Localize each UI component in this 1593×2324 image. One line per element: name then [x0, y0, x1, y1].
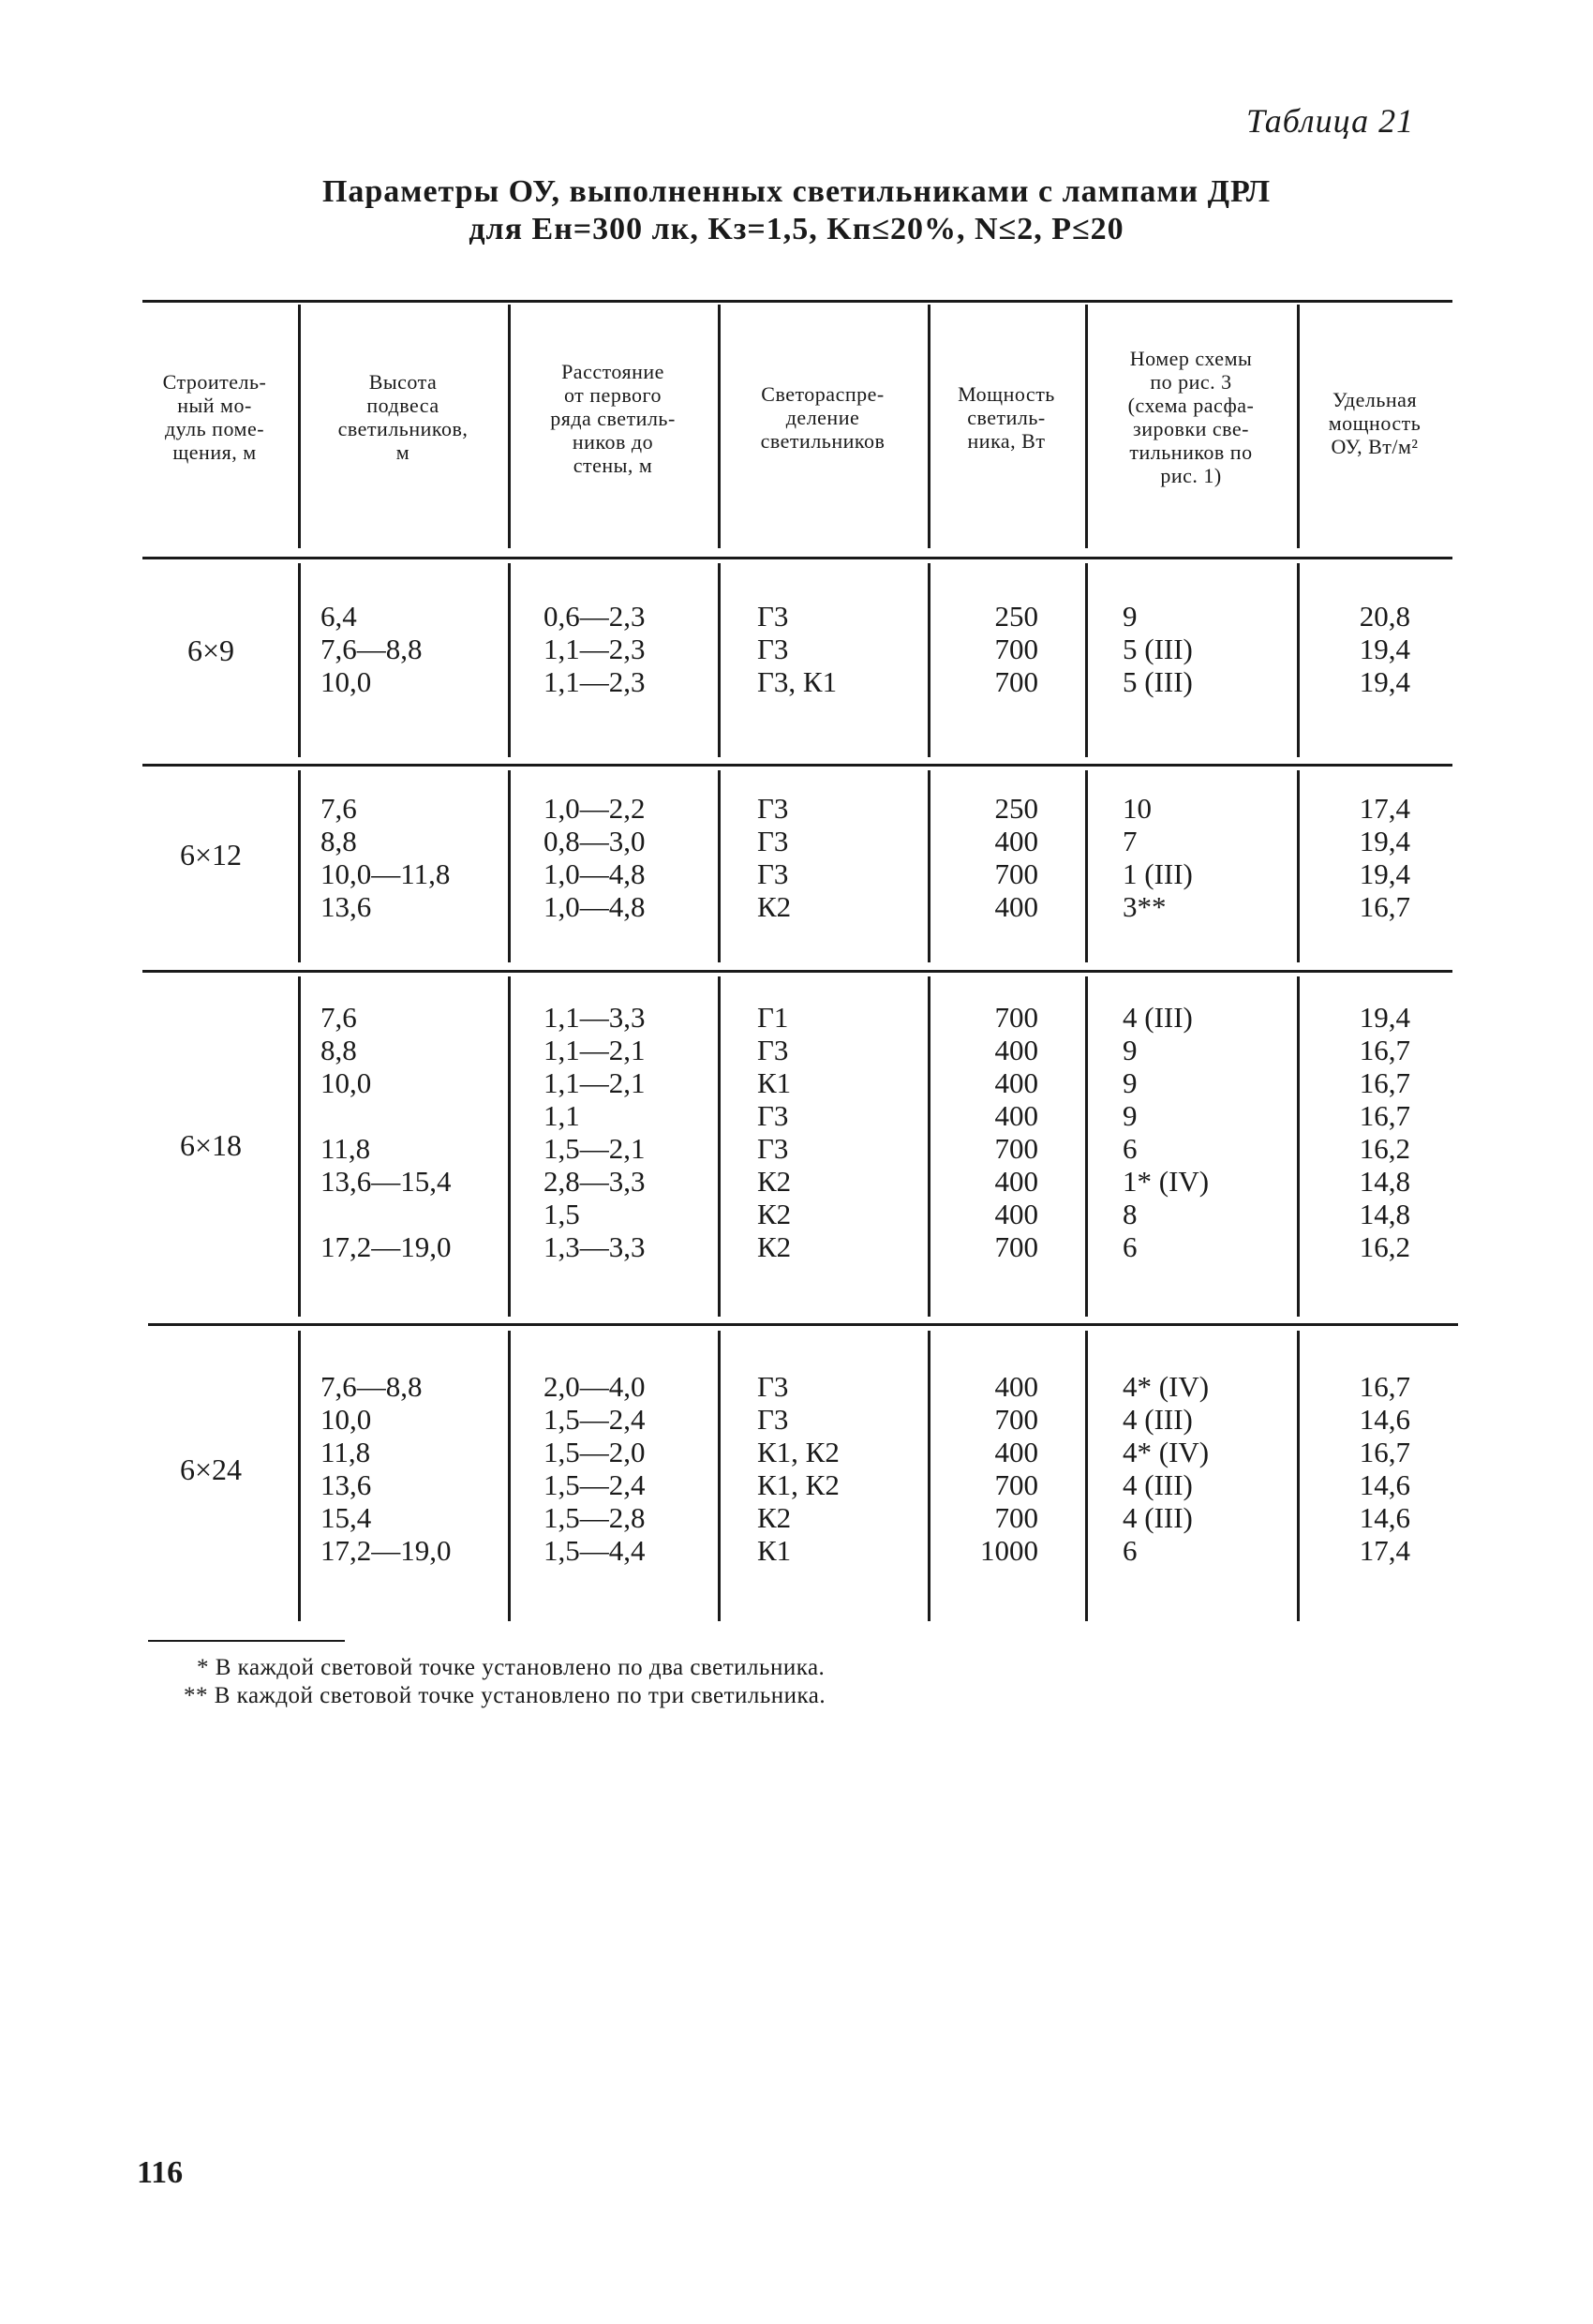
table-cell: [320, 1198, 499, 1230]
table-cell: 13,6: [320, 890, 372, 923]
table-row-rule: [148, 1323, 1458, 1326]
table-cell: 9: [1123, 1099, 1138, 1132]
table-cell: 9: [1123, 600, 1138, 633]
column-distribution: [757, 600, 916, 698]
column-scheme: [1123, 1370, 1291, 1567]
header-line: светиль-: [967, 406, 1046, 429]
table-cell: 400: [994, 1436, 1038, 1468]
table-column-rule: [508, 563, 511, 757]
table-column-rule: [1297, 1331, 1300, 1621]
table-cell: 700: [994, 1403, 1038, 1436]
table-cell: 1000: [980, 1534, 1038, 1567]
table-cell: 700: [994, 1468, 1038, 1501]
table-cell: Г1: [757, 1001, 789, 1034]
table-cell: 14,6: [1359, 1468, 1410, 1501]
table-cell: 7,6—8,8: [320, 633, 423, 665]
table-column-rule: [1297, 976, 1300, 1317]
table-column-rule: [718, 563, 721, 757]
header-height: [298, 370, 508, 464]
table-cell: К2: [757, 890, 792, 923]
header-line: Мощность: [958, 382, 1055, 406]
table-row-rule: [142, 970, 1452, 973]
column-power: [937, 600, 1038, 698]
column-power: [937, 1370, 1038, 1567]
table-column-rule: [298, 770, 301, 962]
table-cell: 7,6: [320, 1001, 357, 1034]
column-specific: [1321, 1001, 1410, 1263]
table-cell: 7: [1123, 825, 1138, 857]
table-cell: 10,0: [320, 1066, 372, 1099]
table-cell: 1* (IV): [1123, 1165, 1210, 1198]
table-cell: 1,1—3,3: [543, 1001, 646, 1034]
footnote-2: ** В каждой световой точке установлено по три светильника.: [184, 1683, 826, 1708]
table-cell: 400: [994, 1198, 1038, 1230]
table-column-rule: [1085, 976, 1088, 1317]
table-cell: 4 (III): [1123, 1468, 1193, 1501]
table-cell: 9: [1123, 1066, 1138, 1099]
table-column-rule: [928, 1331, 930, 1621]
table-cell: Г3: [757, 600, 789, 633]
table-column-rule: [718, 1331, 721, 1621]
header-line: стены, м: [573, 454, 653, 477]
table-cell: 1 (III): [1123, 857, 1193, 890]
table-cell: 17,2—19,0: [320, 1230, 452, 1263]
table-cell: 0,8—3,0: [543, 825, 646, 857]
table-cell: 400: [994, 1066, 1038, 1099]
table-cell: Г3: [757, 825, 789, 857]
header-line: (схема расфа-: [1127, 394, 1255, 417]
table-cell: К1: [757, 1066, 792, 1099]
table-cell: 8,8: [320, 1034, 357, 1066]
header-line: ника, Вт: [967, 429, 1046, 453]
table-cell: 1,1—2,3: [543, 665, 646, 698]
table-cell: Г3: [757, 857, 789, 890]
table-column-rule: [1085, 1331, 1088, 1621]
table-cell: 16,7: [1359, 1034, 1410, 1066]
table-cell: 1,5: [543, 1198, 580, 1230]
table-column-rule: [298, 976, 301, 1317]
column-distribution: [757, 1370, 916, 1567]
table-cell: 400: [994, 825, 1038, 857]
table-cell: 3**: [1123, 890, 1167, 923]
module-size: 6×9: [186, 633, 235, 667]
table-cell: 6: [1123, 1534, 1138, 1567]
table-cell: 250: [994, 792, 1038, 825]
table-cell: 400: [994, 1370, 1038, 1403]
table-cell: 400: [994, 1099, 1038, 1132]
table-cell: 14,6: [1359, 1501, 1410, 1534]
table-cell: 6: [1123, 1230, 1138, 1263]
table-cell: 1,1—2,1: [543, 1034, 646, 1066]
column-distance: [543, 792, 712, 923]
header-line: от первого: [563, 383, 663, 407]
header-power: [928, 382, 1085, 453]
header-line: Светораспре-: [761, 382, 885, 406]
header-line: ников до: [572, 430, 654, 454]
table-cell: 6,4: [320, 600, 357, 633]
footnote-1: * В каждой световой точке установлено по два светильника.: [197, 1655, 826, 1680]
column-specific: [1321, 600, 1410, 698]
module-size: 6×12: [179, 838, 243, 872]
header-line: Расстояние: [561, 360, 664, 383]
table-cell: Г3: [757, 792, 789, 825]
header-line: Высота: [368, 370, 438, 394]
header-line: мощность: [1328, 411, 1422, 435]
table-cell: 700: [994, 665, 1038, 698]
table-cell: К2: [757, 1501, 792, 1534]
table-title-line-1: Параметры ОУ, выполненных светильниками с лампами ДРЛ: [321, 174, 1272, 209]
table-cell: Г3: [757, 1099, 789, 1132]
table-cell: 14,6: [1359, 1403, 1410, 1436]
column-height: [320, 600, 499, 698]
table-title-line-2: для Eн=300 лк, Kз=1,5, Kп≤20%, N≤2, P≤20: [469, 212, 1124, 246]
column-distance: [543, 1001, 712, 1263]
table-cell: 700: [994, 633, 1038, 665]
table-column-rule: [718, 770, 721, 962]
table-cell: Г3: [757, 1034, 789, 1066]
table-cell: 14,8: [1359, 1198, 1410, 1230]
column-specific: [1321, 792, 1410, 923]
header-module: [131, 370, 298, 464]
table-cell: 19,4: [1359, 825, 1410, 857]
table-cell: 15,4: [320, 1501, 372, 1534]
header-line: светильников,: [337, 417, 469, 440]
table-cell: 13,6: [320, 1468, 372, 1501]
table-cell: 17,2—19,0: [320, 1534, 452, 1567]
table-cell: 6: [1123, 1132, 1138, 1165]
table-cell: 4 (III): [1123, 1501, 1193, 1534]
header-line: Удельная: [1332, 388, 1418, 411]
table-cell: 250: [994, 600, 1038, 633]
header-specific: [1297, 388, 1452, 458]
table-cell: 19,4: [1359, 633, 1410, 665]
header-line: ряда светиль-: [550, 407, 676, 430]
table-cell: 10,0: [320, 1403, 372, 1436]
table-row-rule: [142, 557, 1452, 559]
column-scheme: [1123, 792, 1291, 923]
header-line: деление: [785, 406, 860, 429]
table-cell: 400: [994, 890, 1038, 923]
column-power: [937, 792, 1038, 923]
table-cell: 16,2: [1359, 1132, 1410, 1165]
table-cell: 400: [994, 1034, 1038, 1066]
table-cell: 10: [1123, 792, 1152, 825]
column-scheme: [1123, 1001, 1291, 1263]
column-distance: [543, 600, 712, 698]
header-line: подвеса: [366, 394, 439, 417]
table-cell: 700: [994, 857, 1038, 890]
table-column-rule: [928, 976, 930, 1317]
table-column-rule: [508, 770, 511, 962]
table-row-rule: [142, 300, 1452, 303]
column-scheme: [1123, 600, 1291, 698]
table-column-rule: [718, 976, 721, 1317]
table-cell: 19,4: [1359, 857, 1410, 890]
table-column-rule: [298, 1331, 301, 1621]
table-cell: К1, К2: [757, 1436, 840, 1468]
table-cell: 1,5—2,4: [543, 1403, 646, 1436]
table-cell: 1,1—2,3: [543, 633, 646, 665]
table-cell: 16,7: [1359, 1066, 1410, 1099]
table-cell: 4 (III): [1123, 1403, 1193, 1436]
column-height: [320, 1001, 499, 1263]
table-cell: Г3: [757, 1370, 789, 1403]
column-height: [320, 792, 499, 923]
table-cell: 8,8: [320, 825, 357, 857]
table-column-rule: [1297, 563, 1300, 757]
table-cell: 10,0—11,8: [320, 857, 451, 890]
table-cell: 1,3—3,3: [543, 1230, 646, 1263]
table-cell: 400: [994, 1165, 1038, 1198]
table-cell: Г3: [757, 633, 789, 665]
table-cell: 20,8: [1359, 600, 1410, 633]
table-cell: 1,5—2,8: [543, 1501, 646, 1534]
column-distribution: [757, 792, 916, 923]
table-column-rule: [1297, 770, 1300, 962]
table-cell: 16,7: [1359, 1370, 1410, 1403]
table-cell: 4* (IV): [1123, 1436, 1210, 1468]
header-line: светильников: [760, 429, 886, 453]
module-size: 6×24: [179, 1452, 243, 1486]
table-cell: 19,4: [1359, 665, 1410, 698]
table-cell: 11,8: [320, 1436, 371, 1468]
header-line: щения, м: [172, 440, 257, 464]
table-cell: 0,6—2,3: [543, 600, 646, 633]
table-cell: Г3: [757, 1403, 789, 1436]
header-line: ОУ, Вт/м²: [1331, 435, 1419, 458]
header-line: дуль поме-: [164, 417, 265, 440]
table-cell: [320, 1099, 499, 1132]
header-distribution: [718, 382, 928, 453]
table-cell: 1,1—2,1: [543, 1066, 646, 1099]
table-cell: Г3, К1: [757, 665, 838, 698]
table-cell: 1,1: [543, 1099, 580, 1132]
table-cell: 1,5—2,4: [543, 1468, 646, 1501]
table-row-rule: [142, 764, 1452, 767]
table-cell: 1,5—4,4: [543, 1534, 646, 1567]
table-cell: К1, К2: [757, 1468, 840, 1501]
column-height: [320, 1370, 499, 1567]
table-cell: 8: [1123, 1198, 1138, 1230]
table-cell: 7,6—8,8: [320, 1370, 423, 1403]
table-cell: К2: [757, 1165, 792, 1198]
table-cell: 1,0—4,8: [543, 857, 646, 890]
table-cell: 2,0—4,0: [543, 1370, 646, 1403]
table-cell: 2,8—3,3: [543, 1165, 646, 1198]
header-line: зировки све-: [1133, 417, 1249, 440]
table-cell: 700: [994, 1001, 1038, 1034]
footnote-rule: [148, 1640, 345, 1642]
column-power: [937, 1001, 1038, 1263]
page-number: 116: [137, 2155, 184, 2190]
table-cell: 1,5—2,1: [543, 1132, 646, 1165]
header-line: Номер схемы: [1129, 347, 1253, 370]
table-cell: 5 (III): [1123, 665, 1193, 698]
table-cell: 11,8: [320, 1132, 371, 1165]
table-cell: 19,4: [1359, 1001, 1410, 1034]
table-cell: 13,6—15,4: [320, 1165, 452, 1198]
header-line: рис. 1): [1160, 464, 1222, 487]
table-cell: 700: [994, 1132, 1038, 1165]
header-line: м: [395, 440, 410, 464]
table-cell: 5 (III): [1123, 633, 1193, 665]
table-column-rule: [508, 976, 511, 1317]
table-cell: 7,6: [320, 792, 357, 825]
table-cell: 16,7: [1359, 890, 1410, 923]
table-column-rule: [1085, 770, 1088, 962]
table-cell: 16,7: [1359, 1436, 1410, 1468]
table-cell: 16,7: [1359, 1099, 1410, 1132]
table-column-rule: [928, 563, 930, 757]
table-cell: 17,4: [1359, 1534, 1410, 1567]
column-distribution: [757, 1001, 916, 1263]
header-line: тильников по: [1129, 440, 1253, 464]
header-distance: [508, 360, 718, 477]
header-line: по рис. 3: [1150, 370, 1232, 394]
table-column-rule: [1085, 563, 1088, 757]
table-cell: 4* (IV): [1123, 1370, 1210, 1403]
table-cell: 700: [994, 1230, 1038, 1263]
module-size: 6×18: [179, 1128, 243, 1162]
table-cell: К2: [757, 1230, 792, 1263]
header-line: Строитель-: [162, 370, 267, 394]
column-specific: [1321, 1370, 1410, 1567]
table-cell: Г3: [757, 1132, 789, 1165]
table-cell: 16,2: [1359, 1230, 1410, 1263]
table-cell: К2: [757, 1198, 792, 1230]
table-cell: 14,8: [1359, 1165, 1410, 1198]
table-column-rule: [508, 1331, 511, 1621]
table-cell: 1,5—2,0: [543, 1436, 646, 1468]
table-cell: 17,4: [1359, 792, 1410, 825]
header-scheme: [1085, 347, 1297, 487]
column-distance: [543, 1370, 712, 1567]
table-cell: 1,0—2,2: [543, 792, 646, 825]
table-cell: К1: [757, 1534, 792, 1567]
table-column-rule: [928, 770, 930, 962]
table-column-rule: [298, 563, 301, 757]
table-cell: 700: [994, 1501, 1038, 1534]
table-cell: 10,0: [320, 665, 372, 698]
table-cell: 1,0—4,8: [543, 890, 646, 923]
table-cell: 4 (III): [1123, 1001, 1193, 1034]
header-line: ный мо-: [177, 394, 252, 417]
table-label: Таблица 21: [1246, 102, 1415, 140]
table-cell: 9: [1123, 1034, 1138, 1066]
